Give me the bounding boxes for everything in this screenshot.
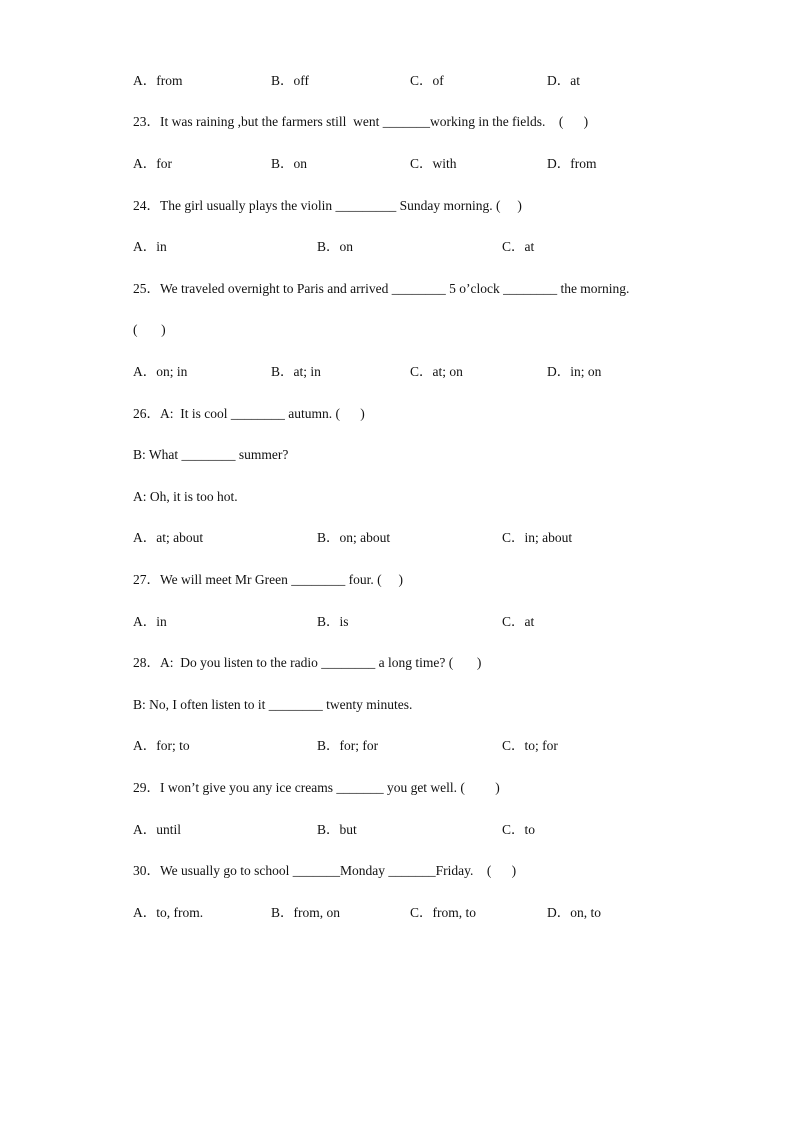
q26-stem: 26．A: It is cool ________ autumn. ( ): [133, 406, 365, 421]
q23-option-a: A．for: [133, 156, 172, 171]
q30-stem: 30．We usually go to school _______Monday _______Friday. ( ): [133, 863, 517, 878]
q22-option-a: A．from: [133, 73, 183, 88]
q22-option-b: B．off: [271, 73, 310, 88]
q24-option-a: A．in: [133, 239, 167, 254]
q28-option-a: A．for; to: [133, 738, 190, 753]
q30-option-c: C．from, to: [410, 905, 476, 920]
q25-option-a: A．on; in: [133, 364, 188, 379]
q26-option-b: B．on; about: [317, 530, 391, 545]
q23-stem: 23．It was raining ,but the farmers still went _______working in the fields. ( ): [133, 114, 589, 129]
q28-option-b: B．for; for: [317, 738, 379, 753]
q28-dialog-line-1: B: No, I often listen to it ________ twenty minutes.: [133, 697, 413, 712]
q29-stem: 29．I won’t give you any ice creams _______ you get well. ( ): [133, 780, 500, 795]
q22-option-d: D．at: [547, 73, 580, 88]
q27-option-b: B．is: [317, 614, 349, 629]
q29-option-c: C．to: [502, 822, 536, 837]
q30-option-a: A．to, from.: [133, 905, 204, 920]
q30-option-d: D．on, to: [547, 905, 601, 920]
q29-option-b: B．but: [317, 822, 357, 837]
q26-dialog-line-2: A: Oh, it is too hot.: [133, 489, 238, 504]
q23-option-c: C．with: [410, 156, 457, 171]
q27-option-c: C．at: [502, 614, 535, 629]
q28-stem: 28．A: Do you listen to the radio ________ a long time? ( ): [133, 655, 482, 670]
q23-option-b: B．on: [271, 156, 308, 171]
q23-option-d: D．from: [547, 156, 597, 171]
q27-option-a: A．in: [133, 614, 167, 629]
q24-option-c: C．at: [502, 239, 535, 254]
q29-option-a: A．until: [133, 822, 182, 837]
q30-option-b: B．from, on: [271, 905, 340, 920]
q22-option-c: C．of: [410, 73, 444, 88]
q25-option-c: C．at; on: [410, 364, 463, 379]
q25-option-d: D．in; on: [547, 364, 602, 379]
q25-option-b: B．at; in: [271, 364, 321, 379]
q26-option-a: A．at; about: [133, 530, 204, 545]
q27-stem: 27．We will meet Mr Green ________ four. ( ): [133, 572, 403, 587]
q26-dialog-line-1: B: What ________ summer?: [133, 447, 289, 462]
q24-stem: 24．The girl usually plays the violin _________ Sunday morning. ( ): [133, 198, 522, 213]
q28-option-c: C．to; for: [502, 738, 558, 753]
q25-stem: 25．We traveled overnight to Paris and arrived ________ 5 o’clock ________ the morning.: [133, 281, 630, 296]
q26-option-c: C．in; about: [502, 530, 573, 545]
q25-stem-bracket: ( ): [133, 322, 166, 337]
q24-option-b: B．on: [317, 239, 354, 254]
